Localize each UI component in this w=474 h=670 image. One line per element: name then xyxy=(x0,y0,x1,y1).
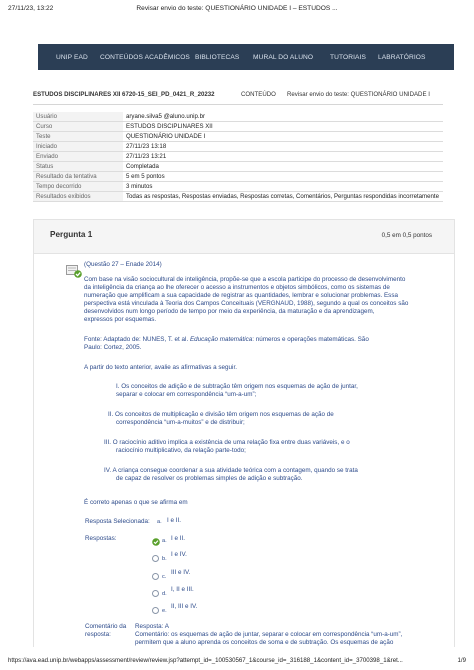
answer-option-radio xyxy=(152,555,159,562)
question-header xyxy=(34,220,454,254)
answer-option-letter: c. xyxy=(162,574,167,580)
print-page-number: 1/9 xyxy=(457,657,466,664)
summary-label: Resultado da tentativa xyxy=(33,171,123,181)
summary-value: 27/11/23 13:18 xyxy=(123,142,443,152)
affirmative-line: de capaz de resolver os problemas simples de adição e subtração. xyxy=(116,475,303,482)
summary-value: aryane.silva5 @aluno.unip.br xyxy=(123,112,443,122)
table-row xyxy=(33,142,443,152)
summary-value: 5 em 5 pontos xyxy=(123,171,443,181)
breadcrumb-divider xyxy=(33,104,443,105)
answer-option-radio xyxy=(152,590,159,597)
print-datetime: 27/11/23, 13:22 xyxy=(8,5,54,12)
summary-label: Enviado xyxy=(33,152,123,162)
attempt-summary-table xyxy=(33,112,443,202)
correct-check-icon xyxy=(152,538,160,546)
nav-item-mural-do-aluno[interactable]: MURAL DO ALUNO xyxy=(253,53,314,61)
nav-item-tutoriais[interactable]: TUTORIAIS xyxy=(330,53,366,61)
answer-option-letter: b. xyxy=(162,556,167,562)
table-row xyxy=(33,112,443,122)
summary-label: Resultados exibidos xyxy=(33,191,123,201)
summary-label: Curso xyxy=(33,122,123,132)
reference-prefix: Fonte: Adaptado de: NUNES, T. et al. xyxy=(84,336,189,343)
table-row xyxy=(33,171,443,181)
answer-option-radio xyxy=(152,607,159,614)
table-row xyxy=(33,161,443,171)
summary-label: Tempo decorrido xyxy=(33,181,123,191)
top-nav-bar xyxy=(38,44,454,70)
answer-option-letter: a. xyxy=(162,538,167,544)
affirmative-line: raciocínio multiplicativo, da relação parte-todo; xyxy=(116,447,246,454)
answer-option-radio xyxy=(152,573,159,580)
question-card xyxy=(33,219,455,647)
nav-item-laboratorios[interactable]: LABRATÓRIOS xyxy=(378,53,426,61)
summary-value: 27/11/23 13:21 xyxy=(123,152,443,162)
question-text-line: da inteligência da criança ao lhe oferecer o acesso a instrumentos e objetos simbólicos, como os sistemas de xyxy=(84,284,390,291)
comment-line: Comentário: os esquemas de ação de juntar, separar e colocar em correspondência “um-a-um”, xyxy=(135,631,403,638)
print-header xyxy=(0,0,474,16)
summary-value: QUESTIONÁRIO UNIDADE I xyxy=(123,132,443,142)
question-text-line: perspectiva está vinculada à Teoria dos Campos Conceituais (VERGNAUD, 1988), segundo a qual os conceitos são xyxy=(84,300,409,307)
summary-value: 3 minutos xyxy=(123,181,443,191)
answer-option-text: I, II e III. xyxy=(171,586,194,593)
affirmative-line: III. O raciocínio aditivo implica a existência de uma relação fixa entre duas variáveis, e o xyxy=(104,439,350,446)
summary-label: Status xyxy=(33,161,123,171)
question-body xyxy=(34,255,454,648)
question-title: Pergunta 1 xyxy=(50,230,93,239)
comment-line: permitem que a aluno aprenda os conceitos de soma e de subtração. Os esquemas de ação xyxy=(135,639,394,646)
reference-rest: : números e operações matemáticas. São xyxy=(252,336,369,343)
affirmative-line: separar e colocar em correspondência “um-a-um”; xyxy=(116,391,257,398)
nav-item-conteudos-academicos[interactable]: CONTEÚDOS ACADÊMICOS xyxy=(100,53,190,61)
answers-label: Respostas: xyxy=(85,535,117,542)
summary-value: ESTUDOS DISCIPLINARES XII xyxy=(123,122,443,132)
selected-answer-letter: a. xyxy=(157,519,162,525)
print-url: https://ava.ead.unip.br/webapps/assessment/review/review.jsp?attempt_id=_100530567_1&course_id=_316188_1&content_id=_3700398_1&ret... xyxy=(8,657,403,664)
question-lead: A partir do texto anterior, avalie as afirmativas a seguir. xyxy=(84,364,237,371)
breadcrumb-current: Revisar envio do teste: QUESTIONÁRIO UNIDADE I xyxy=(287,91,430,98)
question-text-line: expressos por esquemas. xyxy=(84,316,157,323)
comment-label-line2: resposta: xyxy=(85,631,111,638)
question-score: 0,5 em 0,5 pontos xyxy=(381,232,432,239)
comment-line: Resposta: A xyxy=(135,623,169,630)
print-footer xyxy=(0,654,474,670)
nav-item-bibliotecas[interactable]: BIBLIOTECAS xyxy=(195,53,240,61)
reference-title: Educação matemática xyxy=(189,336,253,343)
answer-option-text: I e IV. xyxy=(171,551,187,558)
question-reference-line2: Paulo: Cortez, 2005. xyxy=(84,344,142,351)
table-row xyxy=(33,132,443,142)
breadcrumb-course[interactable]: ESTUDOS DISCIPLINARES XII 6720-15_SEI_PD_0421_R_20232 xyxy=(33,91,215,98)
affirmative-line: correspondência “um-a-muitos” e de distribuir; xyxy=(116,419,245,426)
print-page-title: Revisar envio do teste: QUESTIONÁRIO UNIDADE I – ESTUDOS ... xyxy=(136,5,338,12)
correct-answer-icon xyxy=(66,265,82,278)
breadcrumb xyxy=(33,91,443,101)
question-prompt: É correto apenas o que se afirma em xyxy=(84,499,188,506)
answer-option-letter: d. xyxy=(162,591,167,597)
answer-option-text: I e II. xyxy=(171,535,185,542)
nav-item-unip-ead[interactable]: UNIP EAD xyxy=(56,53,88,61)
summary-label: Iniciado xyxy=(33,142,123,152)
summary-label: Teste xyxy=(33,132,123,142)
affirmative-line: II. Os conceitos de multiplicação e divisão têm origem nos esquemas de ação de xyxy=(108,411,334,418)
summary-value: Todas as respostas, Respostas enviadas, Respostas corretas, Comentários, Perguntas respondidas incorretamente xyxy=(123,191,443,201)
table-row xyxy=(33,191,443,201)
question-text-line: desenvolvidos num longo período de tempo por meio da experiência, da maturação e da aprendizagem, xyxy=(84,308,375,315)
summary-value: Completada xyxy=(123,161,443,171)
comment-label: Comentário da xyxy=(85,623,127,630)
summary-label: Usuário xyxy=(33,112,123,122)
question-reference xyxy=(84,336,369,344)
table-row xyxy=(33,122,443,132)
affirmative-line: I. Os conceitos de adição e de subtração têm origem nos esquemas de ação de juntar, xyxy=(116,383,358,390)
answer-option-text: II, III e IV. xyxy=(171,603,198,610)
question-text-line: Com base na visão sociocultural de inteligência, propõe-se que a escola participe do processo de desenvolvimento xyxy=(84,276,406,283)
question-source: (Questão 27 – Enade 2014) xyxy=(84,261,162,268)
answer-option-text: III e IV. xyxy=(171,569,191,576)
breadcrumb-section[interactable]: CONTEÚDO xyxy=(241,91,276,98)
answer-option-letter: e. xyxy=(162,608,167,614)
table-row xyxy=(33,181,443,191)
selected-answer-value: I e II. xyxy=(167,517,181,524)
selected-answer-label: Resposta Selecionada: xyxy=(85,518,150,525)
question-text-line: numeração que amplificam a sua capacidade de registrar as quantidades, lembrar e solucionar problemas. Essa xyxy=(84,292,398,299)
table-row xyxy=(33,152,443,162)
affirmative-line: IV. A criança consegue coordenar a sua atividade teórica com a contagem, quando se trata xyxy=(104,467,358,474)
